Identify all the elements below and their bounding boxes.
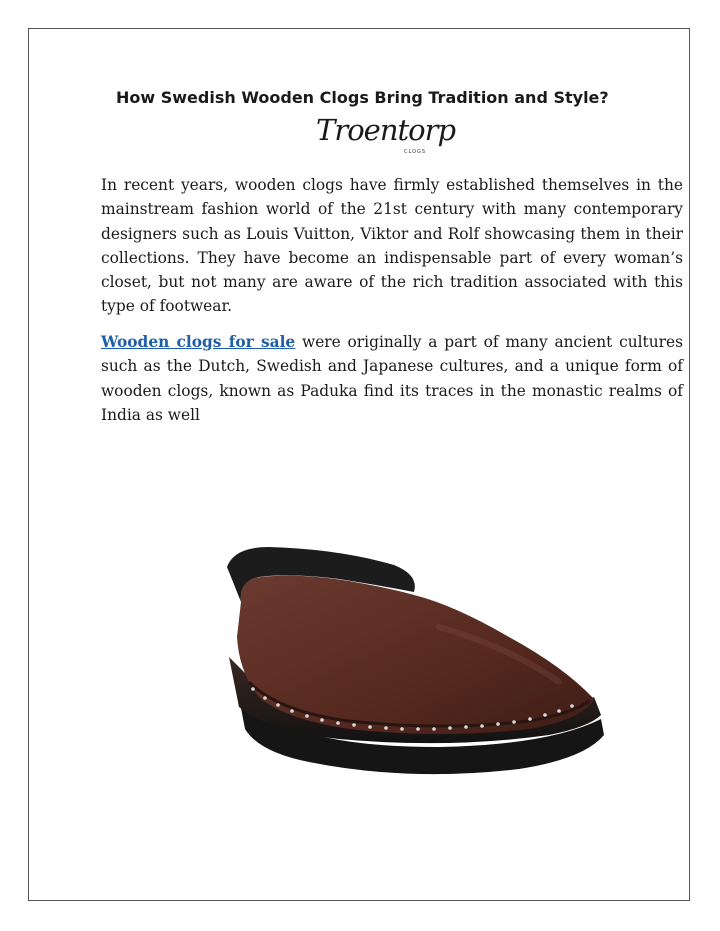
page-title: How Swedish Wooden Clogs Bring Tradition and Style? <box>116 88 609 107</box>
document-page <box>28 28 690 901</box>
clog-shoe-image <box>189 507 609 807</box>
brand-logo <box>316 113 456 159</box>
logo-wordmark: Troentorp <box>316 113 456 147</box>
history-paragraph <box>101 330 683 427</box>
wooden-clogs-link[interactable]: Wooden clogs for sale <box>101 333 296 351</box>
logo-subtext: CLOGS <box>404 149 427 155</box>
intro-paragraph: In recent years, wooden clogs have firmly established themselves in the mainstream fashion world of the 21st century with many contemporary designers such as Louis Vuitton, Viktor and Rolf showcasing them in their collections. They have become an indispensable part of every woman’s closet, but not many are aware of the rich tradition associated with this type of footwear. <box>101 176 683 316</box>
history-paragraph-text: were originally a part of many ancient cultures such as the Dutch, Swedish and Japanese cultures, and a unique form of wooden clogs, known as Paduka find its traces in the monastic realms of India as well <box>101 333 684 424</box>
